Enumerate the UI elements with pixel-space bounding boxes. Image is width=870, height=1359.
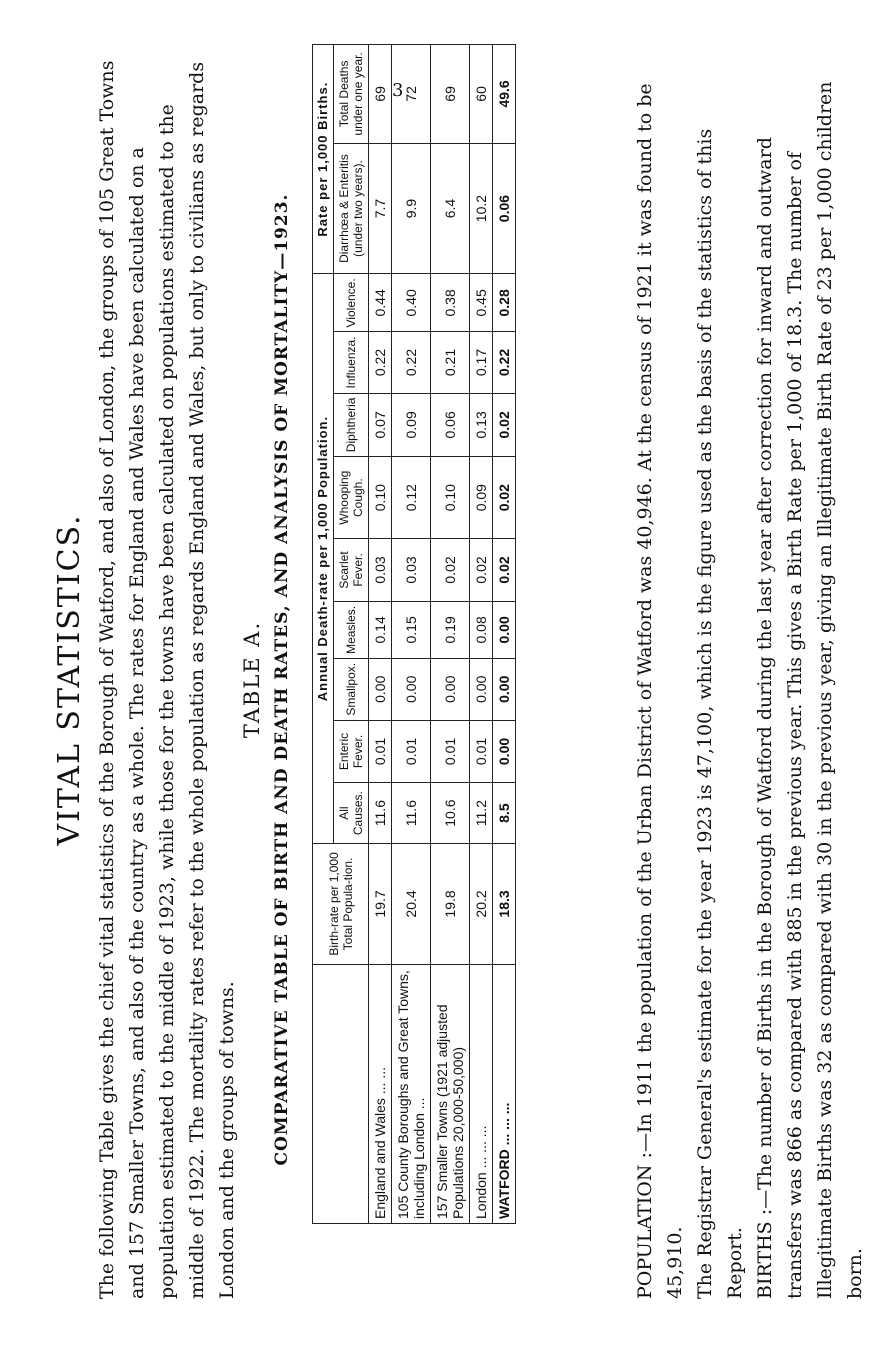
col-header: Whooping Cough. <box>334 457 369 539</box>
value-cell: 7.7 <box>369 143 392 274</box>
value-cell: 72 <box>392 45 431 144</box>
value-cell: 0.38 <box>431 274 470 332</box>
value-cell: 69 <box>431 45 470 144</box>
value-cell: 0.00 <box>493 601 516 658</box>
value-cell: 0.07 <box>369 393 392 457</box>
area-cell: WATFORD ... ... ... <box>493 965 516 1224</box>
value-cell: 11.2 <box>470 783 493 844</box>
col-header: Scarlet Fever. <box>334 539 369 602</box>
value-cell: 10.2 <box>470 143 493 274</box>
area-header <box>313 965 369 1224</box>
value-cell: 0.09 <box>470 457 493 539</box>
value-cell: 0.01 <box>431 720 470 783</box>
population-paragraph: POPULATION :—In 1911 the population of the Urban District of Watford was 40,946. At the census of 1921 it was found to be 45,910. <box>634 83 686 1299</box>
value-cell: 0.09 <box>392 393 431 457</box>
value-cell: 0.44 <box>369 274 392 332</box>
value-cell: 0.01 <box>392 720 431 783</box>
value-cell: 0.19 <box>431 601 470 658</box>
table-body <box>369 45 516 1224</box>
value-cell: 0.02 <box>431 539 470 602</box>
value-cell: 0.01 <box>470 720 493 783</box>
col-header: Enteric Fever. <box>334 720 369 783</box>
area-cell: 105 County Boroughs and Great Towns, including London ... <box>392 965 431 1224</box>
value-cell: 0.02 <box>470 539 493 602</box>
table-row <box>369 45 392 1224</box>
col-header: Influenza. <box>334 332 369 393</box>
rate-per-births-header: Rate per 1,000 Births. <box>313 45 334 274</box>
value-cell: 8.5 <box>493 783 516 844</box>
births-paragraph: BIRTHS :—The number of Births in the Borough of Watford during the last year after correction for inward and outward transfers was 866 as compared with 885 in the previous year. This gives a Birth Rate per 1,000 of 18.3. The number of Illegitimate Births was 32 as compared with 30 in the previous year, giving an Illegitimate Birth Rate of 23 per 1,000 children born. <box>754 81 866 1299</box>
col-header: Diphtheria <box>334 393 369 457</box>
value-cell: 0.15 <box>392 601 431 658</box>
area-cell: London ... ... ... <box>470 965 493 1224</box>
area-cell: 157 Smaller Towns (1921 adjusted Populations 20,000-50,000) <box>431 965 470 1224</box>
intro-text: The following Table gives the chief vital statistics of the Borough of Watford, and also of London, the groups of 105 Great Towns and 157 Smaller Towns, and also of the country as a whole. The rates for England and Wales have been calculated on a population estimated to the middle of 1923, while those for the towns have been calculated on populations estimated to the middle of 1922. The mortality rates refer to the whole population as regards England and Wales, but only to civilians as regards London and the groups of towns. <box>96 60 238 1299</box>
value-cell: 0.08 <box>470 601 493 658</box>
birth-rate-cell: 20.2 <box>470 843 493 964</box>
table-label: TABLE A. <box>240 620 264 739</box>
col-header: Violence. <box>334 274 369 332</box>
value-cell: 6.4 <box>431 143 470 274</box>
value-cell: 0.17 <box>470 332 493 393</box>
value-cell: 0.06 <box>431 393 470 457</box>
value-cell: 0.02 <box>493 539 516 602</box>
value-cell: 0.00 <box>493 658 516 720</box>
birth-rate-cell: 19.7 <box>369 843 392 964</box>
value-cell: 0.00 <box>493 720 516 783</box>
value-cell: 49.6 <box>493 45 516 144</box>
table-row <box>392 45 431 1224</box>
birth-rate-cell: 19.8 <box>431 843 470 964</box>
value-cell: 0.45 <box>470 274 493 332</box>
value-cell: 0.22 <box>369 332 392 393</box>
annual-death-rate-header: Annual Death-rate per 1,000 Population. <box>313 274 334 844</box>
value-cell: 0.00 <box>369 658 392 720</box>
col-header: Measles. <box>334 601 369 658</box>
birth-rate-header: Birth-rate per 1,000 Total Popula-tion. <box>313 843 369 964</box>
col-header: All Causes. <box>334 783 369 844</box>
value-cell: 0.00 <box>470 658 493 720</box>
value-cell: 0.00 <box>431 658 470 720</box>
value-cell: 0.01 <box>369 720 392 783</box>
intro-paragraph <box>92 59 242 1299</box>
value-cell: 0.03 <box>392 539 431 602</box>
area-cell: England and Wales ... ... <box>369 965 392 1224</box>
value-cell: 10.6 <box>431 783 470 844</box>
birth-rate-cell: 18.3 <box>493 843 516 964</box>
value-cell: 69 <box>369 45 392 144</box>
page-title: VITAL STATISTICS. <box>52 513 87 846</box>
col-header: Smallpox. <box>334 658 369 720</box>
value-cell: 60 <box>470 45 493 144</box>
value-cell: 0.22 <box>493 332 516 393</box>
value-cell: 9.9 <box>392 143 431 274</box>
footer-text <box>630 59 870 1299</box>
value-cell: 0.13 <box>470 393 493 457</box>
birth-rate-cell: 20.4 <box>392 843 431 964</box>
registrar-paragraph: The Registrar General's estimate for the year 1923 is 47,100, which is the figure used as the basis of the statistics of this Report. <box>694 128 746 1299</box>
page-number: 3 <box>392 80 404 101</box>
table-row <box>470 45 493 1224</box>
value-cell: 0.12 <box>392 457 431 539</box>
value-cell: 0.21 <box>431 332 470 393</box>
value-cell: 0.02 <box>493 393 516 457</box>
value-cell: 0.00 <box>392 658 431 720</box>
table-caption: COMPARATIVE TABLE OF BIRTH AND DEATH RATES, AND ANALYSIS OF MORTALITY—1923. <box>272 193 292 1166</box>
col-header: Total Deaths under one year. <box>334 45 369 144</box>
value-cell: 11.6 <box>369 783 392 844</box>
value-cell: 11.6 <box>392 783 431 844</box>
value-cell: 0.10 <box>431 457 470 539</box>
comparative-table <box>312 44 516 1224</box>
value-cell: 0.02 <box>493 457 516 539</box>
value-cell: 0.06 <box>493 143 516 274</box>
value-cell: 0.22 <box>392 332 431 393</box>
value-cell: 0.28 <box>493 274 516 332</box>
value-cell: 0.40 <box>392 274 431 332</box>
value-cell: 0.03 <box>369 539 392 602</box>
value-cell: 0.10 <box>369 457 392 539</box>
col-header: Diarrhœa & Enteritis (under two years). <box>334 143 369 274</box>
value-cell: 0.14 <box>369 601 392 658</box>
table-row <box>431 45 470 1224</box>
table-row <box>493 45 516 1224</box>
